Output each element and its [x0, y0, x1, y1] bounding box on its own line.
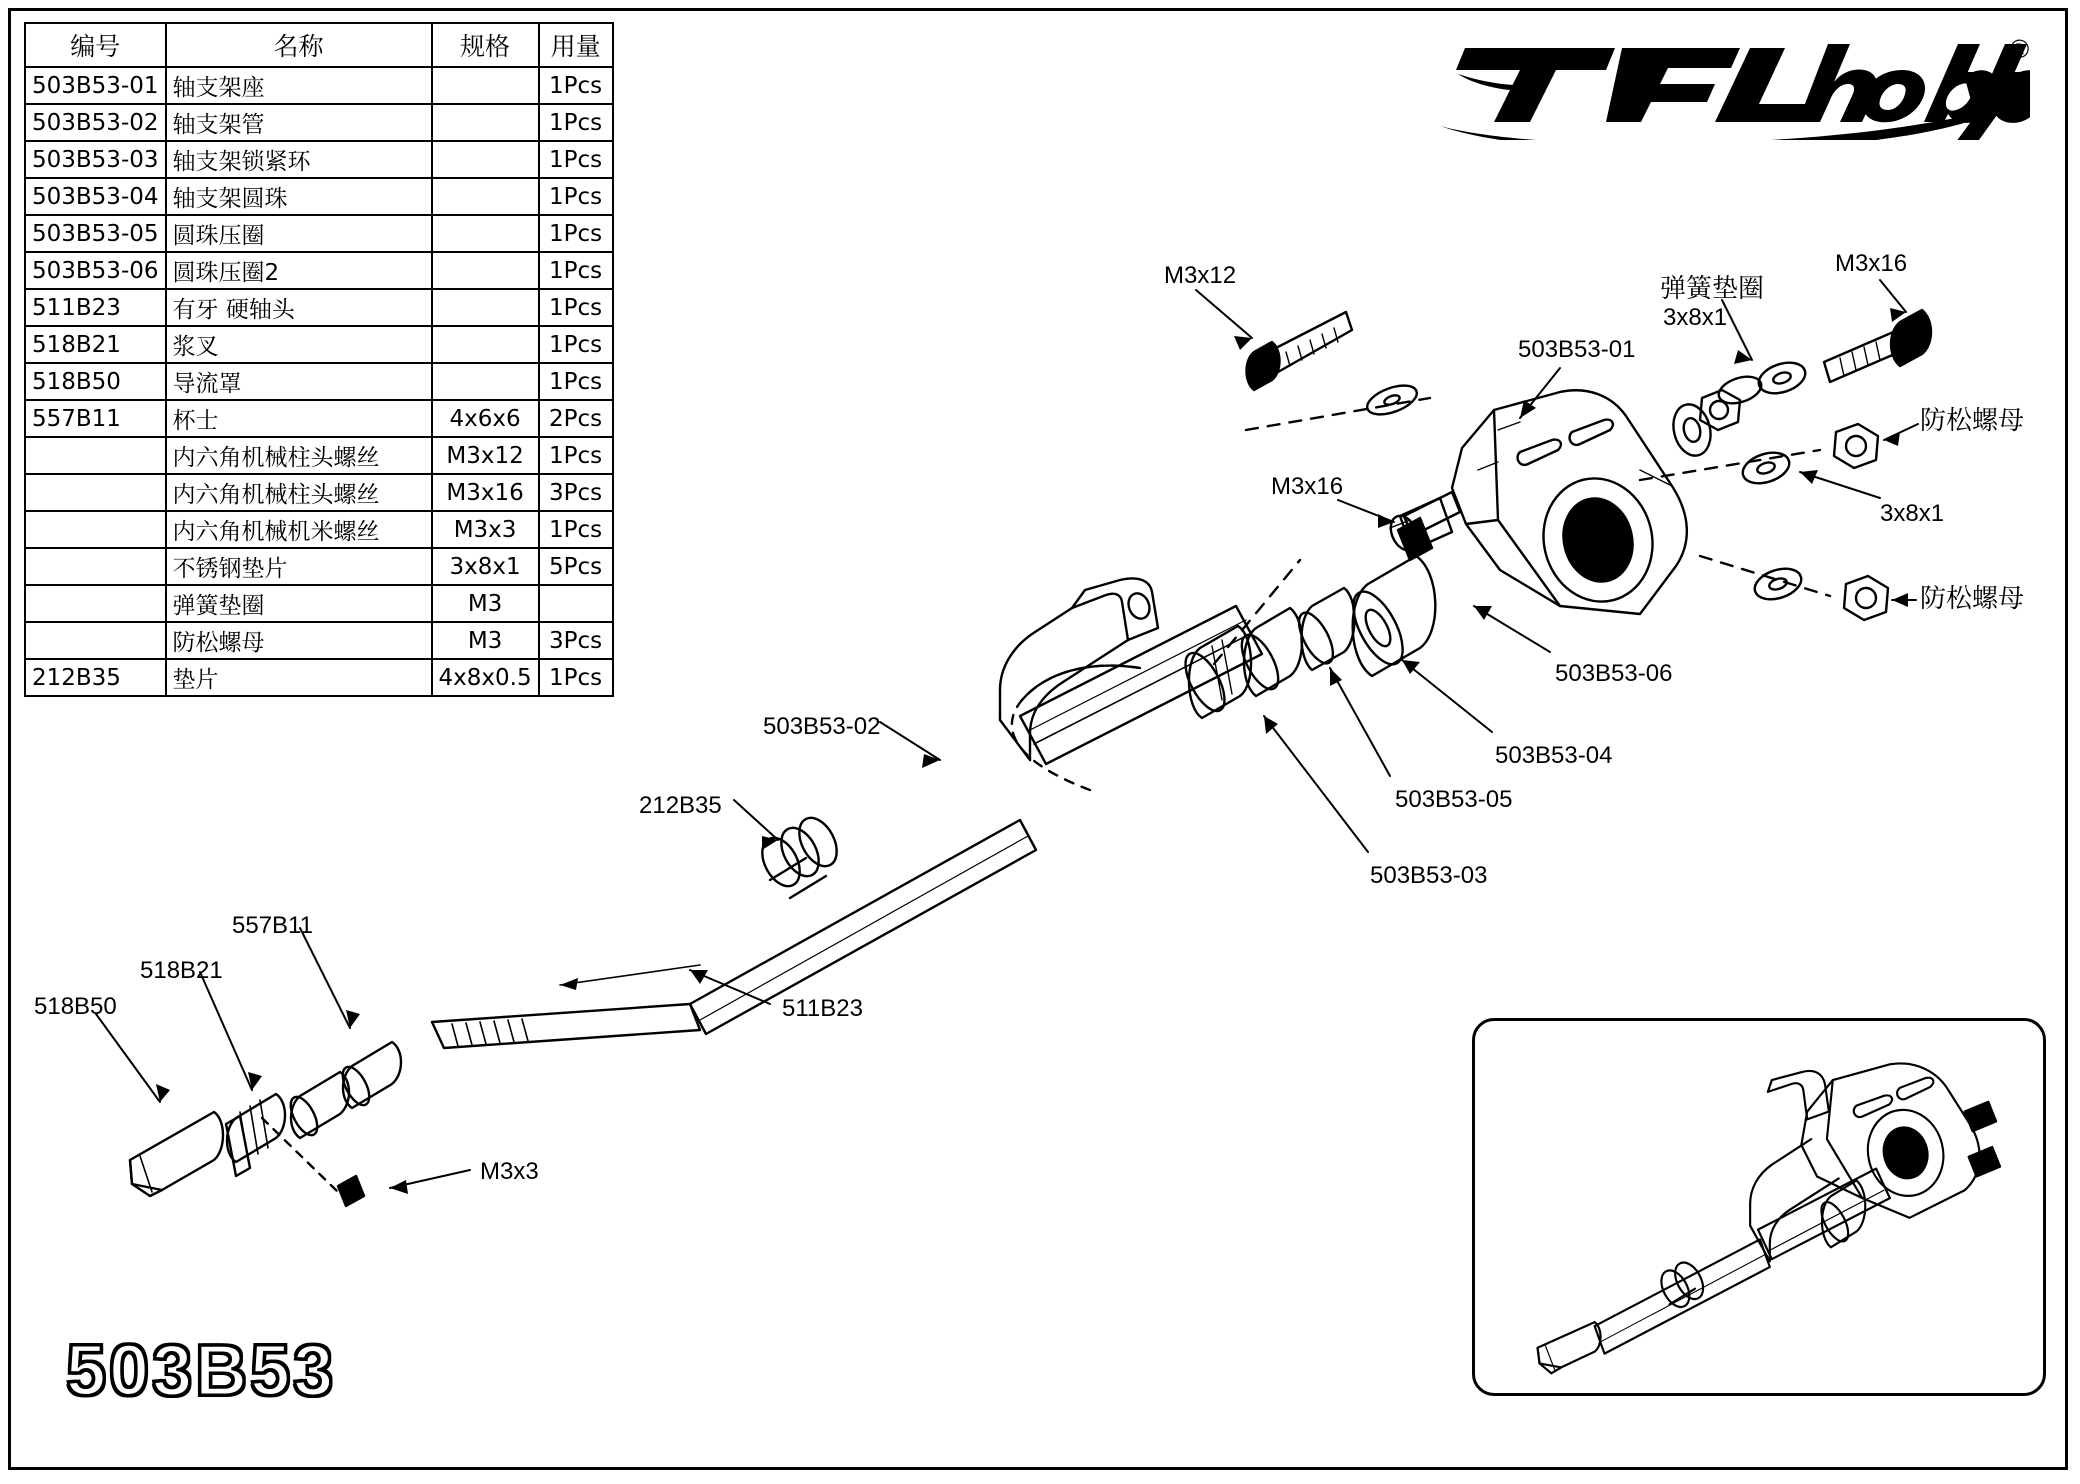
cell-qty: 3Pcs — [539, 474, 613, 511]
cell-spec: 3x8x1 — [432, 548, 539, 585]
cell-spec: M3 — [432, 585, 539, 622]
cell-name: 内六角机械机米螺丝 — [166, 511, 432, 548]
cell-qty: 1Pcs — [539, 104, 613, 141]
cell-code: 212B35 — [25, 659, 166, 696]
assembled-view-inset — [1472, 1018, 2046, 1396]
cell-name: 不锈钢垫片 — [166, 548, 432, 585]
cell-qty: 2Pcs — [539, 400, 613, 437]
callout-label: 503B53-06 — [1555, 660, 1673, 687]
callout-label: 503B53-02 — [763, 713, 881, 740]
cell-qty: 5Pcs — [539, 548, 613, 585]
cell-qty: 1Pcs — [539, 252, 613, 289]
cell-qty: 1Pcs — [539, 178, 613, 215]
cell-qty: 1Pcs — [539, 511, 613, 548]
cell-spec: M3x16 — [432, 474, 539, 511]
callout-label: 弹簧垫圈 — [1660, 274, 1765, 304]
cell-code: 503B53-05 — [25, 215, 166, 252]
cell-name: 轴支架锁紧环 — [166, 141, 432, 178]
cell-name: 圆珠压圈2 — [166, 252, 432, 289]
callout-label: M3x16 — [1271, 473, 1344, 500]
cell-code: 511B23 — [25, 289, 166, 326]
callout-label: M3x16 — [1835, 250, 1908, 277]
callout-label: 518B50 — [34, 993, 117, 1020]
cell-name: 垫片 — [166, 659, 432, 696]
registered-mark: ® — [2010, 34, 2030, 64]
cell-code: 518B50 — [25, 363, 166, 400]
callout-label: M3x3 — [480, 1158, 539, 1185]
page-title: 503B53 — [66, 1331, 337, 1411]
header-code: 编号 — [25, 23, 166, 67]
cell-name: 防松螺母 — [166, 622, 432, 659]
cell-name: 轴支架圆珠 — [166, 178, 432, 215]
cell-spec: 4x8x0.5 — [432, 659, 539, 696]
callout-label: 557B11 — [232, 912, 313, 939]
cell-qty: 1Pcs — [539, 659, 613, 696]
header-name: 名称 — [166, 23, 432, 67]
callout-label: 503B53-05 — [1395, 786, 1513, 813]
cell-code: 503B53-04 — [25, 178, 166, 215]
callout-label: 防松螺母 — [1920, 584, 2025, 614]
callout-label: 503B53-04 — [1495, 742, 1613, 769]
callout-label: 防松螺母 — [1920, 406, 2025, 436]
cell-qty: 1Pcs — [539, 437, 613, 474]
cell-spec: M3x3 — [432, 511, 539, 548]
cell-qty: 1Pcs — [539, 289, 613, 326]
callout-label: 503B53-01 — [1518, 336, 1636, 363]
cell-qty: 1Pcs — [539, 67, 613, 104]
cell-qty: 1Pcs — [539, 215, 613, 252]
cell-spec: M3 — [432, 622, 539, 659]
cell-name: 杯士 — [166, 400, 432, 437]
cell-qty: 1Pcs — [539, 363, 613, 400]
callout-label: M3x12 — [1164, 262, 1237, 289]
cell-spec: 4x6x6 — [432, 400, 539, 437]
cell-name: 圆珠压圈 — [166, 215, 432, 252]
callout-label: 3x8x1 — [1663, 304, 1728, 331]
cell-code: 503B53-02 — [25, 104, 166, 141]
cell-name: 轴支架管 — [166, 104, 432, 141]
cell-spec: M3x12 — [432, 437, 539, 474]
callout-label: 503B53-03 — [1370, 862, 1488, 889]
cell-name: 导流罩 — [166, 363, 432, 400]
cell-code: 557B11 — [25, 400, 166, 437]
cell-qty: 1Pcs — [539, 141, 613, 178]
cell-code: 503B53-06 — [25, 252, 166, 289]
cell-name: 有牙 硬轴头 — [166, 289, 432, 326]
callout-label: 518B21 — [140, 957, 223, 984]
cell-name: 内六角机械柱头螺丝 — [166, 474, 432, 511]
cell-qty: 3Pcs — [539, 622, 613, 659]
cell-name: 内六角机械柱头螺丝 — [166, 437, 432, 474]
cell-name: 浆叉 — [166, 326, 432, 363]
callout-label: 511B23 — [782, 995, 863, 1022]
cell-code: 518B21 — [25, 326, 166, 363]
header-qty: 用量 — [539, 23, 613, 67]
cell-code: 503B53-03 — [25, 141, 166, 178]
cell-name: 轴支架座 — [166, 67, 432, 104]
cell-name: 弹簧垫圈 — [166, 585, 432, 622]
cell-code: 503B53-01 — [25, 67, 166, 104]
callout-label: 3x8x1 — [1880, 500, 1945, 527]
callout-label: 212B35 — [639, 792, 722, 819]
header-spec: 规格 — [432, 23, 539, 67]
cell-qty: 1Pcs — [539, 326, 613, 363]
